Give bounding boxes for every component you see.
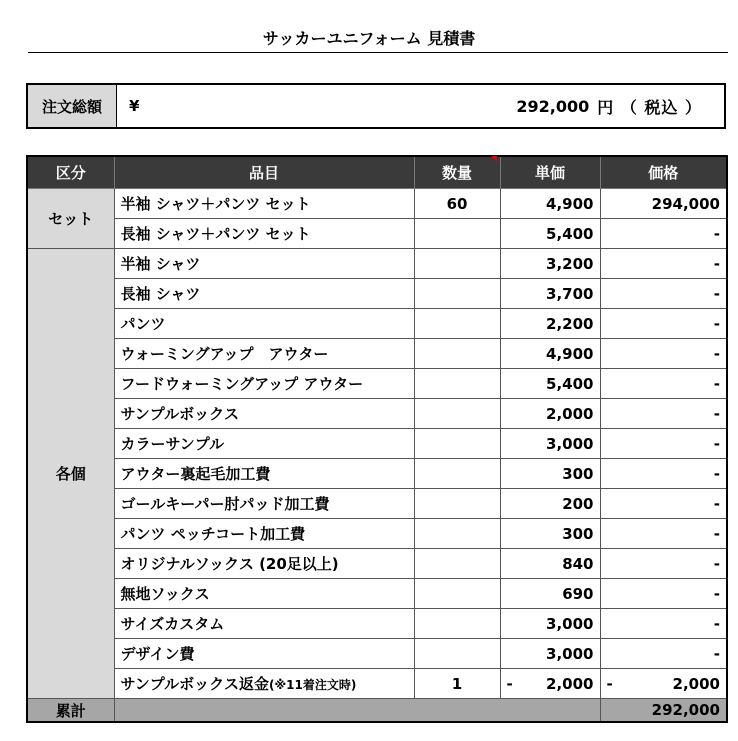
quantity-cell[interactable] xyxy=(414,249,500,279)
unit-price-cell[interactable]: 300 xyxy=(500,519,600,549)
price-cell[interactable] xyxy=(600,669,727,699)
header-price: 価格 xyxy=(600,156,727,189)
price-cell[interactable]: 294,000 xyxy=(600,189,727,219)
price-cell[interactable]: - xyxy=(600,219,727,249)
quantity-cell[interactable] xyxy=(414,489,500,519)
price-cell[interactable]: - xyxy=(600,429,727,459)
refund-row xyxy=(27,669,727,699)
item-cell[interactable]: パンツ ペッチコート加工費 xyxy=(114,519,414,549)
tax-included-note: 円 （ 税込 ） xyxy=(597,97,702,117)
cumulative-total-row xyxy=(27,699,727,723)
item-cell[interactable]: ウォーミングアップ アウター xyxy=(114,339,414,369)
unit-price-cell[interactable]: 840 xyxy=(500,549,600,579)
item-cell[interactable]: パンツ xyxy=(114,309,414,339)
item-cell[interactable]: 長袖 シャツ＋パンツ セット xyxy=(114,219,414,249)
category-individual: 各個 xyxy=(27,249,114,699)
quantity-cell[interactable] xyxy=(414,549,500,579)
quantity-cell[interactable]: 60 xyxy=(414,189,500,219)
table-row xyxy=(27,429,727,459)
order-total-label: 注文総額 xyxy=(28,85,117,127)
price-cell[interactable]: - xyxy=(600,339,727,369)
minus-sign: - xyxy=(606,674,613,693)
table-row xyxy=(27,219,727,249)
table-row xyxy=(27,249,727,279)
price-cell[interactable]: - xyxy=(600,249,727,279)
table-row xyxy=(27,609,727,639)
unit-price-cell[interactable]: 5,400 xyxy=(500,219,600,249)
refund-item-label: サンプルボックス返金 xyxy=(120,675,270,693)
item-cell[interactable]: ゴールキーパー肘パッド加工費 xyxy=(114,489,414,519)
quantity-cell[interactable] xyxy=(414,609,500,639)
blank-cell xyxy=(114,699,600,723)
unit-price-cell[interactable]: 2,000 xyxy=(500,399,600,429)
page-title: サッカーユニフォーム 見積書 xyxy=(262,29,476,48)
quantity-cell[interactable] xyxy=(414,579,500,609)
item-cell[interactable]: カラーサンプル xyxy=(114,429,414,459)
unit-price-cell[interactable]: 2,200 xyxy=(500,309,600,339)
unit-price-cell[interactable]: 3,000 xyxy=(500,639,600,669)
quantity-cell[interactable] xyxy=(414,519,500,549)
refund-item-note: (※11着注文時) xyxy=(269,678,357,692)
unit-price-cell[interactable]: 3,200 xyxy=(500,249,600,279)
quantity-cell[interactable] xyxy=(414,309,500,339)
table-row xyxy=(27,579,727,609)
price-cell[interactable]: - xyxy=(600,519,727,549)
unit-price-cell[interactable]: 3,000 xyxy=(500,609,600,639)
refund-unit-price: 2,000 xyxy=(546,674,594,693)
refund-price: 2,000 xyxy=(672,674,720,693)
item-cell[interactable]: 半袖 シャツ xyxy=(114,249,414,279)
item-cell[interactable]: サンプルボックス xyxy=(114,399,414,429)
unit-price-cell[interactable]: 4,900 xyxy=(500,339,600,369)
item-cell[interactable]: オリジナルソックス (20足以上) xyxy=(114,549,414,579)
cumulative-total-value: 292,000 xyxy=(600,699,727,723)
quantity-cell[interactable] xyxy=(414,459,500,489)
table-row xyxy=(27,189,727,219)
order-total-amount: 292,000 xyxy=(516,96,590,116)
unit-price-cell[interactable] xyxy=(500,669,600,699)
quantity-cell[interactable] xyxy=(414,399,500,429)
item-cell[interactable]: アウター裏起毛加工費 xyxy=(114,459,414,489)
quantity-cell[interactable] xyxy=(414,279,500,309)
item-cell[interactable]: 無地ソックス xyxy=(114,579,414,609)
table-row xyxy=(27,399,727,429)
quantity-cell[interactable] xyxy=(414,639,500,669)
item-cell[interactable] xyxy=(114,669,414,699)
table-row xyxy=(27,369,727,399)
title-underline xyxy=(28,52,728,53)
price-cell[interactable]: - xyxy=(600,639,727,669)
price-cell[interactable]: - xyxy=(600,579,727,609)
item-cell[interactable]: 半袖 シャツ＋パンツ セット xyxy=(114,189,414,219)
table-row xyxy=(27,459,727,489)
unit-price-cell[interactable]: 4,900 xyxy=(500,189,600,219)
table-row xyxy=(27,489,727,519)
header-quantity: 数量 xyxy=(414,156,500,189)
quantity-cell[interactable] xyxy=(414,219,500,249)
price-cell[interactable]: - xyxy=(600,609,727,639)
cumulative-total-label: 累計 xyxy=(27,699,114,723)
price-cell[interactable]: - xyxy=(600,279,727,309)
unit-price-cell[interactable]: 5,400 xyxy=(500,369,600,399)
unit-price-cell[interactable]: 200 xyxy=(500,489,600,519)
quantity-cell[interactable] xyxy=(414,429,500,459)
quantity-cell[interactable]: 1 xyxy=(414,669,500,699)
price-cell[interactable]: - xyxy=(600,369,727,399)
item-cell[interactable]: フードウォーミングアップ アウター xyxy=(114,369,414,399)
table-row xyxy=(27,519,727,549)
unit-price-cell[interactable]: 690 xyxy=(500,579,600,609)
comment-indicator-icon xyxy=(491,156,497,162)
table-row xyxy=(27,549,727,579)
table-row xyxy=(27,309,727,339)
price-cell[interactable]: - xyxy=(600,459,727,489)
order-total-box xyxy=(26,83,726,129)
item-cell[interactable]: 長袖 シャツ xyxy=(114,279,414,309)
header-category: 区分 xyxy=(27,156,114,189)
table-row xyxy=(27,339,727,369)
price-cell[interactable]: - xyxy=(600,309,727,339)
table-row xyxy=(27,639,727,669)
estimate-table xyxy=(26,155,728,723)
table-row xyxy=(27,279,727,309)
quantity-cell[interactable] xyxy=(414,339,500,369)
item-cell[interactable]: サイズカスタム xyxy=(114,609,414,639)
price-cell[interactable]: - xyxy=(600,399,727,429)
quantity-cell[interactable] xyxy=(414,369,500,399)
price-cell[interactable]: - xyxy=(600,549,727,579)
minus-sign: - xyxy=(506,674,513,693)
category-set: セット xyxy=(27,189,114,249)
header-item: 品目 xyxy=(114,156,414,189)
table-header-row xyxy=(27,156,727,189)
header-unit-price: 単価 xyxy=(500,156,600,189)
price-cell[interactable]: - xyxy=(600,489,727,519)
item-cell[interactable]: デザイン費 xyxy=(114,639,414,669)
unit-price-cell[interactable]: 300 xyxy=(500,459,600,489)
unit-price-cell[interactable]: 3,700 xyxy=(500,279,600,309)
unit-price-cell[interactable]: 3,000 xyxy=(500,429,600,459)
currency-symbol: ¥ xyxy=(129,97,140,115)
